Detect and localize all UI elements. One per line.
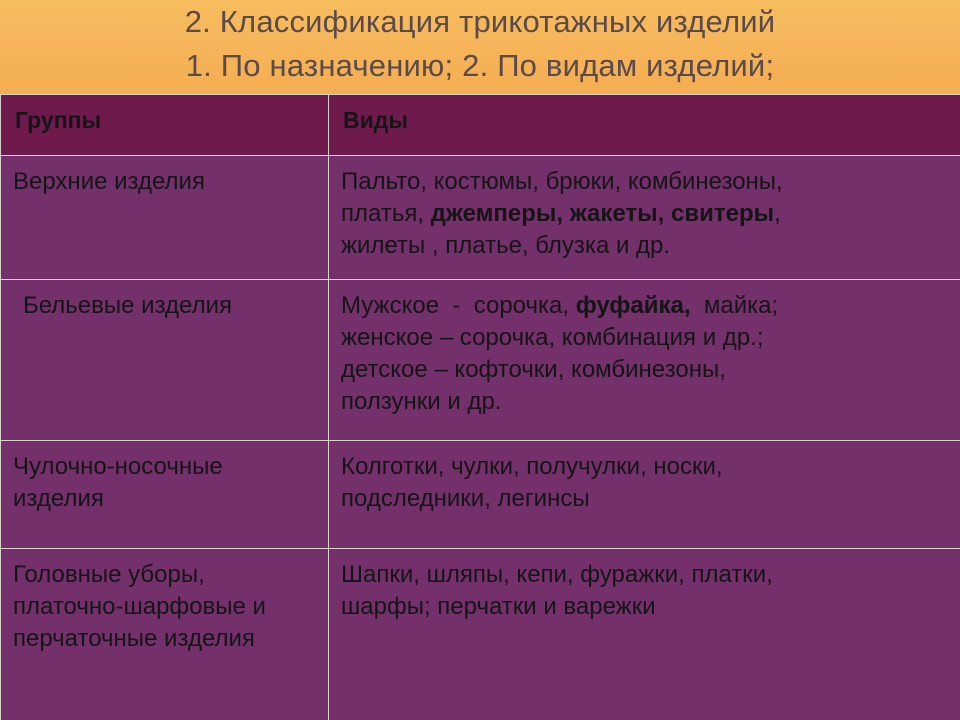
highlighted-types: фуфайка, <box>575 292 691 319</box>
group-cell: Бельевые изделия <box>1 280 329 441</box>
slide-title <box>0 0 960 94</box>
highlighted-types: джемперы, жакеты, свитеры <box>430 200 775 227</box>
types-cell <box>329 280 960 441</box>
table-row <box>1 156 960 280</box>
types-line: Шапки, шляпы, кепи, фуражки, платки, <box>341 561 773 588</box>
types-line: шарфы; перчатки и варежки <box>341 593 656 620</box>
group-cell: Чулочно-носочные изделия <box>1 441 329 549</box>
title-line-2: 1. По назначению; 2. По видам изделий; <box>185 48 775 83</box>
types-line: женское – сорочка, комбинация и др.; <box>341 324 764 351</box>
classification-table <box>0 94 960 720</box>
table-row <box>1 549 960 720</box>
table-row <box>1 441 960 549</box>
types-cell <box>329 156 960 280</box>
types-line: Мужское - сорочка, фуфайка, майка; <box>341 292 779 319</box>
header-types: Виды <box>329 95 960 156</box>
group-cell: Головные уборы, платочно-шарфовые и перчаточные изделия <box>1 549 329 720</box>
types-line: детское – кофточки, комбинезоны, <box>341 356 726 383</box>
group-cell: Верхние изделия <box>1 156 329 280</box>
types-cell <box>329 549 960 720</box>
types-line: жилеты , платье, блузка и др. <box>341 232 671 259</box>
table-row <box>1 280 960 441</box>
table-header-row <box>1 95 960 156</box>
types-line: ползунки и др. <box>341 388 502 415</box>
types-line: подследники, легинсы <box>341 485 590 512</box>
types-line: Колготки, чулки, получулки, носки, <box>341 453 723 480</box>
types-cell <box>329 441 960 549</box>
types-line: платья, джемперы, жакеты, свитеры, <box>341 200 781 227</box>
title-line-1: 2. Классификация трикотажных изделий <box>184 4 776 39</box>
header-groups: Группы <box>1 95 329 156</box>
types-line: Пальто, костюмы, брюки, комбинезоны, <box>341 168 783 195</box>
